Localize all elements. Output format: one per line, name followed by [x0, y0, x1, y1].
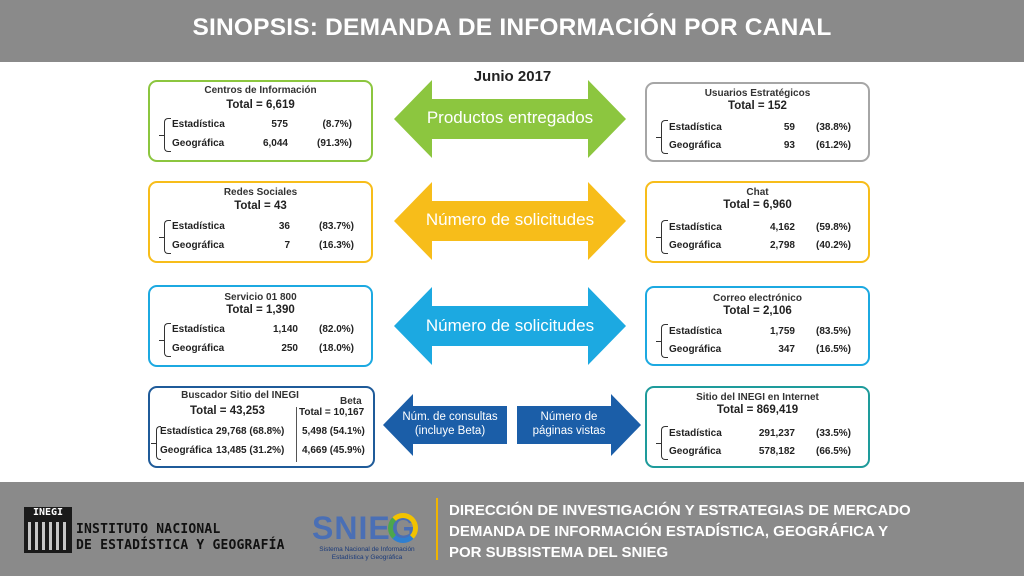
double-arrow-productos: [394, 80, 626, 158]
box-chat: [645, 181, 870, 263]
box-total: Total = 43: [234, 200, 287, 212]
box-usuarios-estrategicos: [645, 82, 870, 162]
inegi-logo-icon: INEGI: [24, 507, 72, 553]
footer-bar: [0, 482, 1024, 576]
row-estadistica: Estadística 36 (83.7%): [172, 221, 354, 232]
double-arrow-solicitudes-2: [394, 287, 626, 365]
row-geografica: Geográfica 7 (16.3%): [172, 240, 354, 251]
footer-divider: [436, 498, 438, 560]
box-title: Correo electrónico: [713, 293, 802, 304]
brace: [661, 426, 668, 460]
row-geografica: Geográfica 347 (16.5%): [669, 344, 851, 355]
box-total: Total = 1,390: [226, 304, 295, 316]
snieg-ring-icon: [388, 513, 418, 543]
box-title: Buscador Sitio del INEGI: [181, 390, 299, 401]
box-total: Total = 6,619: [226, 99, 295, 111]
arrow-label: Productos entregados: [426, 108, 594, 127]
box-title: Usuarios Estratégicos: [704, 88, 811, 99]
page-title: SINOPSIS: DEMANDA DE INFORMACIÓN POR CANAL: [192, 14, 832, 41]
row-geografica: Geográfica 250 (18.0%): [172, 343, 354, 354]
snieg-logo: SNIEG Sistema Nacional de Información Estadística y Geográfica: [312, 510, 417, 561]
brace: [661, 120, 668, 154]
arrow-paginas: [517, 394, 641, 456]
arrow-label: Núm. de consultas (incluye Beta): [402, 411, 498, 437]
row-geografica: Geográfica 578,182 (66.5%): [669, 446, 851, 457]
row-estadistica: Estadística 29,768 (68.8%) 5,498 (54.1%): [160, 426, 365, 437]
row-geografica: Geográfica 2,798 (40.2%): [669, 240, 851, 251]
inegi-name: INSTITUTO NACIONAL DE ESTADÍSTICA Y GEOGRAFÍA: [76, 522, 285, 553]
row-estadistica: Estadística 59 (38.8%): [669, 122, 851, 133]
brace: [164, 323, 171, 357]
box-title: Redes Sociales: [223, 187, 298, 198]
box-total: Total = 43,253: [190, 405, 265, 417]
double-arrow-solicitudes-1: [394, 182, 626, 260]
box-total: Total = 6,960: [723, 199, 792, 211]
row-estadistica: Estadística 575 (8.7%): [172, 119, 352, 130]
row-estadistica: Estadística 291,237 (33.5%): [669, 428, 851, 439]
row-estadistica: Estadística 1,759 (83.5%): [669, 326, 851, 337]
box-redes-sociales: [148, 181, 373, 263]
arrow-label: Número de páginas vistas: [532, 411, 606, 437]
box-servicio-01800: [148, 285, 373, 367]
row-estadistica: Estadística 1,140 (82.0%): [172, 324, 354, 335]
box-title: Sitio del INEGI en Internet: [696, 392, 819, 403]
brace: [164, 220, 171, 254]
box-sitio-inegi-internet: [645, 386, 870, 468]
box-buscador-sitio: [148, 386, 375, 468]
box-total-beta: Total = 10,167: [299, 407, 365, 418]
brace: [661, 220, 668, 254]
header-bar: [0, 0, 1024, 62]
beta-label: Beta: [340, 396, 362, 407]
arrow-consultas: [383, 394, 507, 456]
row-geografica: Geográfica 6,044 (91.3%): [172, 138, 352, 149]
row-geografica: Geográfica 93 (61.2%): [669, 140, 851, 151]
box-total: Total = 869,419: [716, 404, 799, 416]
box-total: Total = 2,106: [723, 305, 792, 317]
arrow-label: Número de solicitudes: [425, 316, 595, 335]
date-label: Junio 2017: [473, 68, 552, 85]
box-title: Chat: [746, 187, 769, 198]
box-centros-informacion: [148, 80, 373, 162]
box-correo-electronico: [645, 286, 870, 366]
box-title: Centros de Información: [204, 85, 317, 96]
brace: [661, 324, 668, 358]
row-geografica: Geográfica 13,485 (31.2%) 4,669 (45.9%): [160, 445, 365, 456]
box-title: Servicio 01 800: [224, 292, 297, 303]
footer-text: DIRECCIÓN DE INVESTIGACIÓN Y ESTRATEGIAS DE MERCADO DEMANDA DE INFORMACIÓN ESTADÍSTICA, GEOGRÁFICA Y POR SUBSISTEMA DEL SNIEG: [449, 502, 911, 561]
brace: [164, 118, 171, 152]
row-estadistica: Estadística 4,162 (59.8%): [669, 222, 851, 233]
box-total: Total = 152: [728, 100, 787, 112]
arrow-label: Número de solicitudes: [425, 210, 595, 229]
